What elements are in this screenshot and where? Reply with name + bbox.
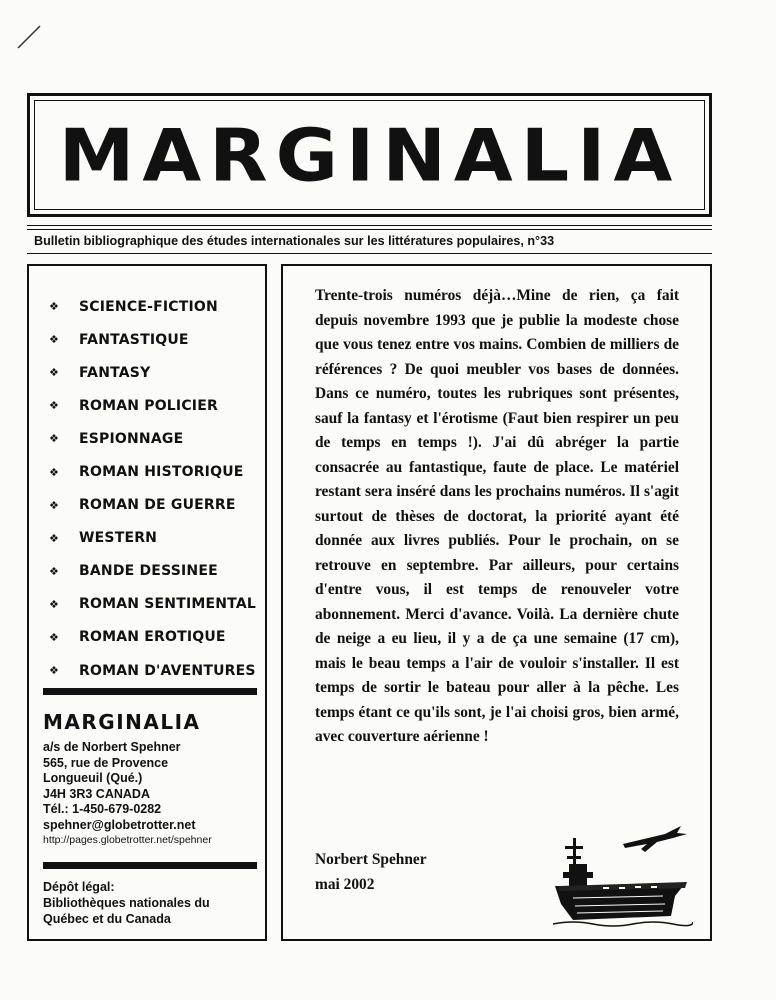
genre-item	[47, 422, 256, 455]
diamond-bullet-icon: ❖	[48, 300, 60, 314]
diamond-bullet-icon: ❖	[48, 597, 60, 611]
masthead-frame	[34, 100, 705, 210]
genre-label: ROMAN SENTIMENTAL	[79, 596, 256, 613]
genre-item	[47, 522, 256, 555]
editorial-panel	[281, 264, 712, 941]
sidebar-bar-top	[43, 688, 257, 695]
genre-label: ROMAN HISTORIQUE	[79, 464, 244, 481]
bulletin-subtitle: Bulletin bibliographique des études internationales sur les littératures populaires, n°33	[34, 234, 555, 248]
signature-date: mai 2002	[315, 875, 375, 893]
masthead-title: MARGINALIA	[58, 112, 681, 198]
genre-label: SCIENCE-FICTION	[79, 298, 218, 315]
diamond-bullet-icon: ❖	[48, 366, 60, 380]
genre-label: ESPIONNAGE	[79, 430, 184, 447]
diamond-bullet-icon: ❖	[48, 432, 60, 446]
address-title: MARGINALIA	[43, 710, 201, 734]
divider-top	[27, 225, 712, 226]
genre-label: WESTERN	[79, 530, 158, 547]
genre-label: ROMAN DE GUERRE	[79, 497, 236, 514]
genre-label: BANDE DESSINEE	[79, 563, 218, 580]
genre-label: ROMAN EROTIQUE	[79, 629, 226, 646]
divider-bottom	[27, 253, 712, 254]
sidebar-panel	[27, 264, 267, 941]
genre-label: ROMAN D'AVENTURES	[79, 662, 256, 679]
signature	[315, 848, 427, 897]
diamond-bullet-icon: ❖	[48, 399, 60, 413]
legal-deposit	[43, 879, 263, 927]
genre-list	[47, 290, 256, 687]
address-line: Longueuil (Qué.)	[43, 771, 143, 785]
diamond-bullet-icon: ❖	[48, 564, 60, 578]
address-line: J4H 3R3 CANADA	[43, 786, 150, 801]
genre-label: ROMAN POLICIER	[79, 397, 218, 414]
divider-top-double	[27, 229, 712, 230]
genre-item	[47, 290, 256, 323]
legal-deposit-line: Québec et du Canada	[43, 912, 171, 926]
genre-item	[47, 455, 256, 488]
aircraft-carrier-icon	[553, 816, 693, 931]
diamond-bullet-icon: ❖	[48, 630, 60, 644]
legal-deposit-line: Bibliothèques nationales du	[43, 896, 210, 910]
genre-item	[47, 356, 256, 389]
address-phone: Tél.: 1-450-679-0282	[43, 802, 162, 816]
genre-item	[47, 654, 256, 687]
address-block	[43, 710, 263, 848]
address-line: a/s de Norbert Spehner	[43, 740, 181, 754]
genre-label: FANTASTIQUE	[79, 331, 189, 348]
legal-deposit-line: Dépôt légal:	[43, 880, 115, 894]
genre-item	[47, 621, 256, 654]
diamond-bullet-icon: ❖	[48, 465, 60, 479]
editorial-text: Trente-trois numéros déjà…Mine de rien, ça fait depuis novembre 1993 que je publie la modeste chose que vous tenez entre vos mains. Combien de milliers de références ? De quoi meubler vos bases de données. Dans ce numéro, toutes les rubriques sont présentes, sauf la fantasy et l'érotisme (Faut bien respirer un peu de temps en temps !). J'ai dû abréger la partie consacrée au fantastique, faute de place. Le matériel restant sera inséré dans les prochains numéros. Il s'agit surtout de thèses de doctorat, la priorité ayant été donnée aux livres publiés. Pour le prochain, on se retrouve en septembre. Par ailleurs, pour certains d'entre vous, il est temps de renouveler votre abonnement. Merci d'avance. Voilà. La dernière chute de neige a eu lieu, il y a de ça une semaine (17 cm), mais le beau temps a l'air de vouloir s'installer. Il est temps de sortir le bateau pour aller à la pêche. Les temps étant ce qu'ils sont, je l'ai choisi gros, bien armé, avec couverture aérienne !	[315, 287, 679, 745]
signature-name: Norbert Spehner	[315, 851, 427, 868]
genre-item	[47, 555, 256, 588]
address-line: 565, rue de Provence	[43, 755, 169, 770]
diamond-bullet-icon: ❖	[48, 664, 60, 678]
genre-item	[47, 588, 256, 621]
genre-item	[47, 389, 256, 422]
sidebar-bar-bottom	[43, 862, 257, 869]
pen-stroke-icon	[14, 22, 44, 52]
diamond-bullet-icon: ❖	[48, 333, 60, 347]
genre-label: FANTASY	[79, 364, 151, 381]
diamond-bullet-icon: ❖	[48, 531, 60, 545]
genre-item	[47, 489, 256, 522]
genre-item	[47, 323, 256, 356]
address-email: spehner@globetrotter.net	[43, 817, 196, 832]
address-url: http://pages.globetrotter.net/spehner	[43, 834, 212, 846]
diamond-bullet-icon: ❖	[48, 498, 60, 512]
masthead	[27, 93, 712, 217]
